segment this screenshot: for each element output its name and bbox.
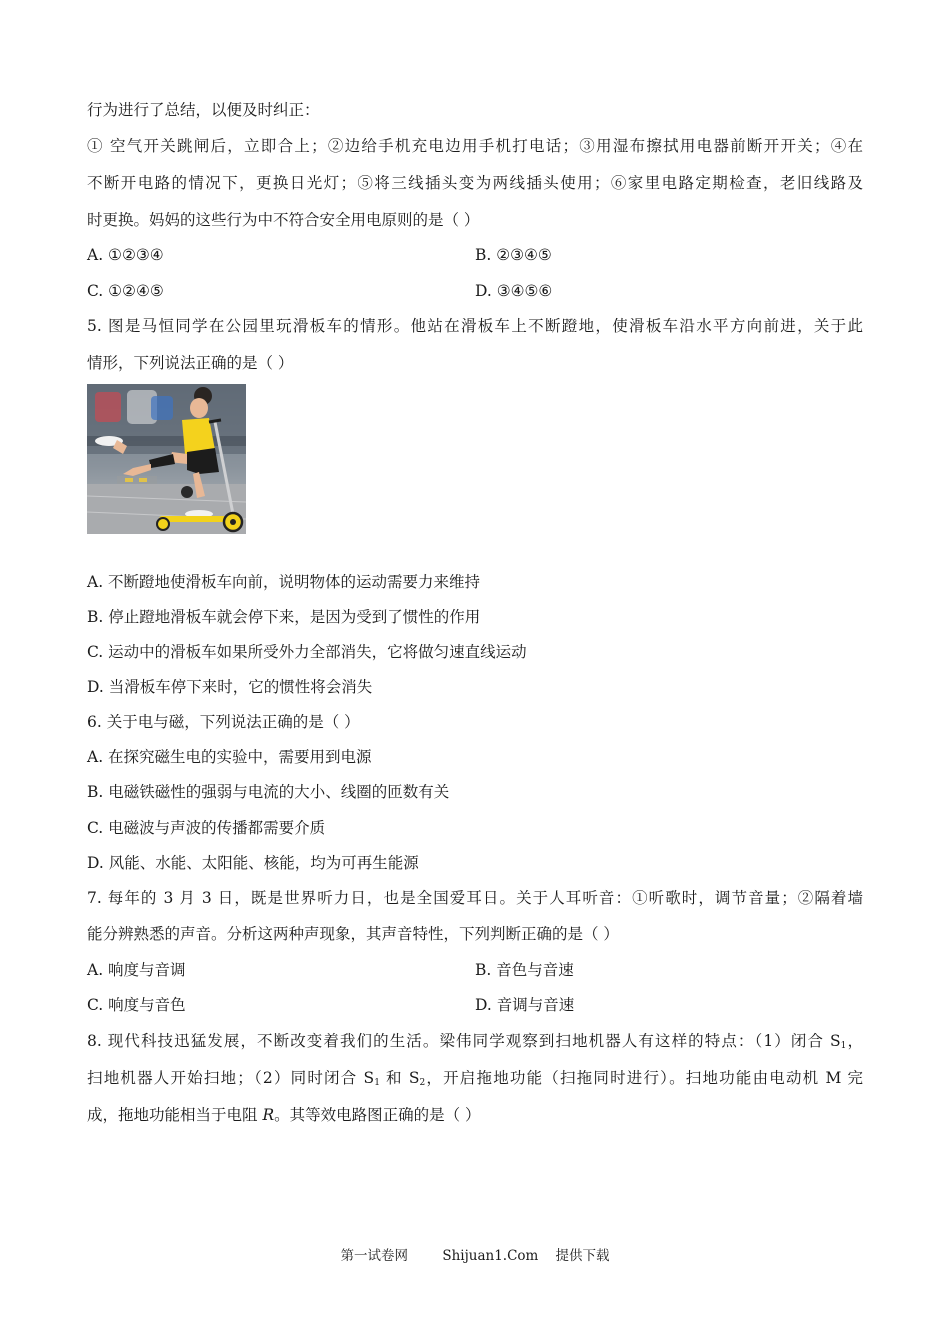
- q8-text: 。其等效电路图正确的是（ ）: [274, 1106, 481, 1124]
- subscript: 1: [374, 1078, 380, 1088]
- q5-option-d: D. 当滑板车停下来时，它的惯性将会消失: [87, 678, 373, 696]
- q6-option-c: C. 电磁波与声波的传播都需要介质: [87, 819, 326, 837]
- scooter-photo: [87, 384, 246, 534]
- q7-stem: 能分辨熟悉的声音。分析这两种声现象，其声音特性，下列判断正确的是（ ）: [87, 925, 619, 943]
- q8-text: 8. 现代科技迅猛发展，不断改变着我们的生活。梁伟同学观察到扫地机器人有这样的特点：（1）闭合 S: [87, 1032, 841, 1050]
- text-line: ① 空气开关跳闸后，立即合上；②边给手机充电边用手机打电话；③用湿布擦拭用电器前断开开关；④在: [87, 137, 863, 155]
- q4-option-a: A. ①②③④: [87, 246, 164, 264]
- q4-option-d: D. ③④⑤⑥: [475, 282, 553, 300]
- resistor-symbol: R: [262, 1106, 275, 1124]
- q5-stem: 情形，下列说法正确的是（ ）: [87, 354, 294, 372]
- q4-option-b: B. ②③④⑤: [475, 246, 552, 264]
- text-line: 不断开电路的情况下，更换日光灯；⑤将三线插头变为两线插头使用；⑥家里电路定期检查，老旧线路及: [87, 174, 863, 192]
- q8-stem-line1: [87, 1031, 863, 1056]
- q7-option-a: A. 响度与音调: [87, 961, 186, 979]
- text-line: 行为进行了总结，以便及时纠正：: [87, 101, 320, 119]
- q6-option-d: D. 风能、水能、太阳能、核能，均为可再生能源: [87, 854, 419, 872]
- q8-text: ，: [846, 1032, 863, 1050]
- q7-option-b: B. 音色与音速: [475, 961, 574, 979]
- q7-stem: 7. 每年的 3 月 3 日，既是世界听力日，也是全国爱耳日。关于人耳听音：①听歌时，调节音量；②隔着墙: [87, 889, 863, 907]
- subscript: 2: [419, 1078, 426, 1088]
- q7-option-c: C. 响度与音色: [87, 996, 186, 1014]
- q5-option-c: C. 运动中的滑板车如果所受外力全部消失，它将做匀速直线运动: [87, 643, 527, 661]
- page-footer: 第一试卷网 Shijuan1.Com 提供下载: [340, 1248, 610, 1264]
- q8-text: 扫地机器人开始扫地；（2）同时闭合 S: [87, 1069, 375, 1087]
- q8-stem-line3: [87, 1105, 481, 1125]
- q4-option-c: C. ①②④⑤: [87, 282, 164, 300]
- text-line: 时更换。妈妈的这些行为中不符合安全用电原则的是（ ）: [87, 211, 480, 229]
- q5-stem: 5. 图是马恒同学在公园里玩滑板车的情形。他站在滑板车上不断蹬地，使滑板车沿水平方向前进，关于此: [87, 317, 863, 335]
- q6-stem: 6. 关于电与磁，下列说法正确的是（ ）: [87, 713, 360, 731]
- q6-option-a: A. 在探究磁生电的实验中，需要用到电源: [87, 748, 372, 766]
- q5-option-b: B. 停止蹬地滑板车就会停下来，是因为受到了惯性的作用: [87, 608, 481, 626]
- q8-text: 和 S: [379, 1069, 420, 1087]
- q5-option-a: A. 不断蹬地使滑板车向前，说明物体的运动需要力来维持: [87, 573, 481, 591]
- q8-text: 成，拖地功能相当于电阻: [87, 1106, 263, 1124]
- q8-text: ，开启拖地功能（扫拖同时进行）。扫地功能由电动机 M 完: [425, 1069, 863, 1087]
- q8-stem-line2: [87, 1068, 863, 1093]
- q7-option-d: D. 音调与音速: [475, 996, 575, 1014]
- subscript: 1: [840, 1041, 847, 1051]
- q6-option-b: B. 电磁铁磁性的强弱与电流的大小、线圈的匝数有关: [87, 783, 450, 801]
